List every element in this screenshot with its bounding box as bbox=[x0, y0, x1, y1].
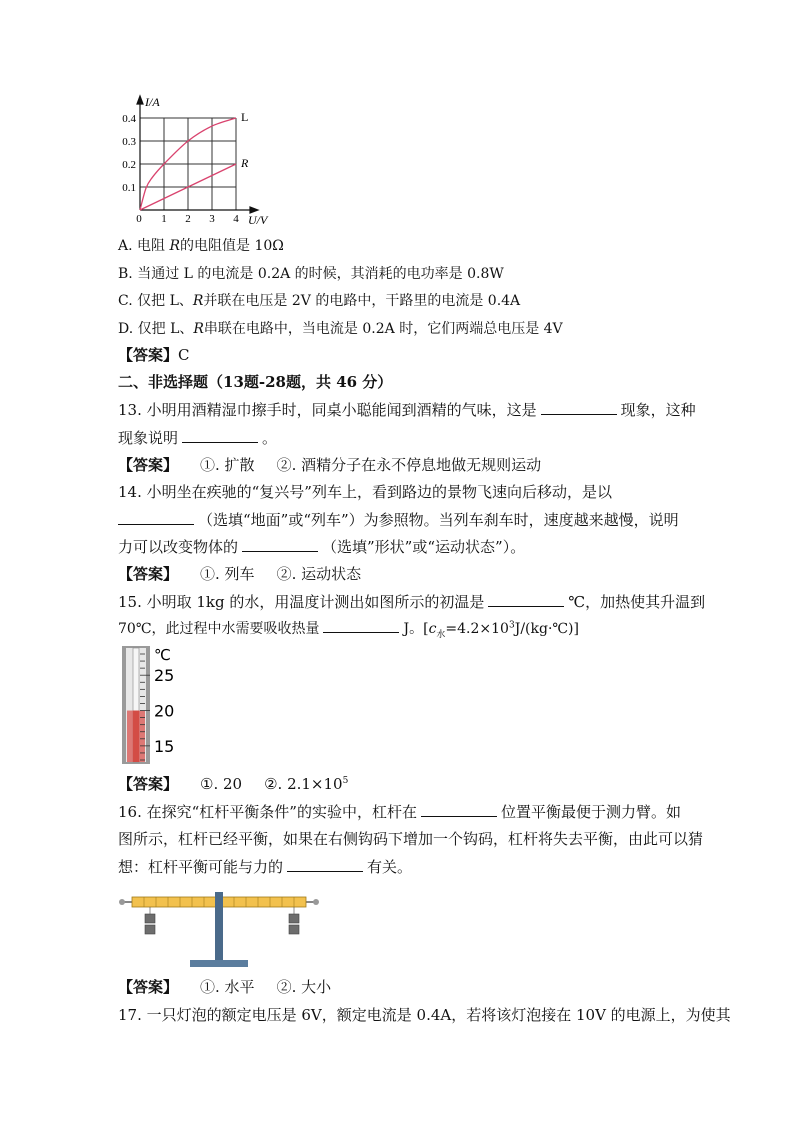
q16-answer: 【答案】 ①. 水平 ②. 大小 bbox=[118, 978, 332, 996]
q13-answer: 【答案】 ①. 扩散 ②. 酒精分子在永不停息地做无规则运动 bbox=[118, 456, 542, 474]
q16-line3: 想：杠杆平衡可能与力的 有关。 bbox=[118, 858, 413, 876]
y-tick: 0.1 bbox=[122, 182, 136, 194]
curve-label-L: L bbox=[241, 110, 249, 124]
q14-line1: 14. 小明坐在疾驰的“复兴号”列车上，看到路边的景物飞速向后移动，是以 bbox=[118, 483, 612, 501]
iu-graph bbox=[112, 92, 292, 227]
thermometer-figure bbox=[118, 644, 188, 766]
unit-label: ℃ bbox=[154, 646, 171, 664]
answer-blank bbox=[488, 594, 564, 607]
x-axis-label: U/V bbox=[248, 213, 268, 227]
curve-label-R: R bbox=[241, 156, 249, 170]
scale-label-15: 15 bbox=[154, 736, 175, 756]
x-tick: 2 bbox=[185, 213, 191, 225]
y-axis-label: I/A bbox=[145, 95, 160, 109]
answer-blank bbox=[118, 512, 194, 525]
q13-line2: 现象说明 。 bbox=[118, 429, 278, 447]
lever-figure bbox=[118, 890, 323, 970]
q14-line2: （选填“地面”或“列车”）为参照物。当列车刹车时，速度越来越慢，说明 bbox=[118, 509, 679, 530]
answer-blank bbox=[421, 804, 497, 817]
scale-label-20: 20 bbox=[154, 701, 175, 721]
q14-line3: 力可以改变物体的 （选填”形状”或“运动状态”）。 bbox=[118, 538, 526, 556]
section-heading: 二、非选择题（13题-28题，共 46 分） bbox=[118, 373, 393, 391]
scale-label-25: 25 bbox=[154, 666, 175, 686]
answer-blank bbox=[182, 430, 258, 443]
option-c: C. 仅把 L、R并联在电压是 2V 的电路中，干路里的电流是 0.4A bbox=[118, 293, 521, 309]
q12-answer: 【答案】C bbox=[118, 346, 190, 364]
y-tick: 0.2 bbox=[122, 159, 136, 171]
q14-answer: 【答案】 ①. 列车 ②. 运动状态 bbox=[118, 565, 362, 583]
x-tick: 3 bbox=[209, 213, 215, 225]
y-tick: 0.4 bbox=[122, 113, 136, 125]
answer-blank bbox=[323, 620, 399, 633]
q13-line1: 13. 小明用酒精湿巾擦手时，同桌小聪能闻到酒精的气味，这是 现象，这种 bbox=[118, 401, 696, 419]
x-tick: 1 bbox=[161, 213, 167, 225]
option-a: A. 电阻 R的电阻值是 10Ω bbox=[118, 238, 284, 254]
q17-line1: 17. 一只灯泡的额定电压是 6V，额定电流是 0.4A，若将该灯泡接在 10V 的电源上，为使其 bbox=[118, 1006, 731, 1024]
mercury-glow bbox=[127, 711, 145, 762]
x-tick: 4 bbox=[233, 213, 239, 225]
option-b: B. 当通过 L 的电流是 0.2A 的时候，其消耗的电功率是 0.8W bbox=[118, 266, 504, 282]
option-d: D. 仅把 L、R串联在电路中，当电流是 0.2A 时，它们两端总电压是 4V bbox=[118, 321, 563, 337]
x-tick: 0 bbox=[136, 213, 142, 225]
q15-line1: 15. 小明取 1kg 的水，用温度计测出如图所示的初温是 ℃，加热使其升温到 bbox=[118, 593, 706, 611]
q16-line1: 16. 在探究“杠杆平衡条件”的实验中，杠杆在 位置平衡最便于测力臂。如 bbox=[118, 803, 681, 821]
answer-blank bbox=[287, 859, 363, 872]
q16-line2: 图所示，杠杆已经平衡，如果在右侧钩码下增加一个钩码，杠杆将失去平衡，由此可以猜 bbox=[118, 830, 704, 848]
q15-line2: 70℃，此过程中水需要吸收热量 J。$[c_水=4.2\times 10^3J/(kg\cdot℃)]$ bbox=[118, 620, 579, 640]
q15-answer: 【答案】 ①. 20 ②. $2.1\times 10^5$ bbox=[118, 775, 349, 793]
answer-blank bbox=[242, 539, 318, 552]
answer-blank bbox=[541, 402, 617, 415]
y-tick: 0.3 bbox=[122, 136, 136, 148]
